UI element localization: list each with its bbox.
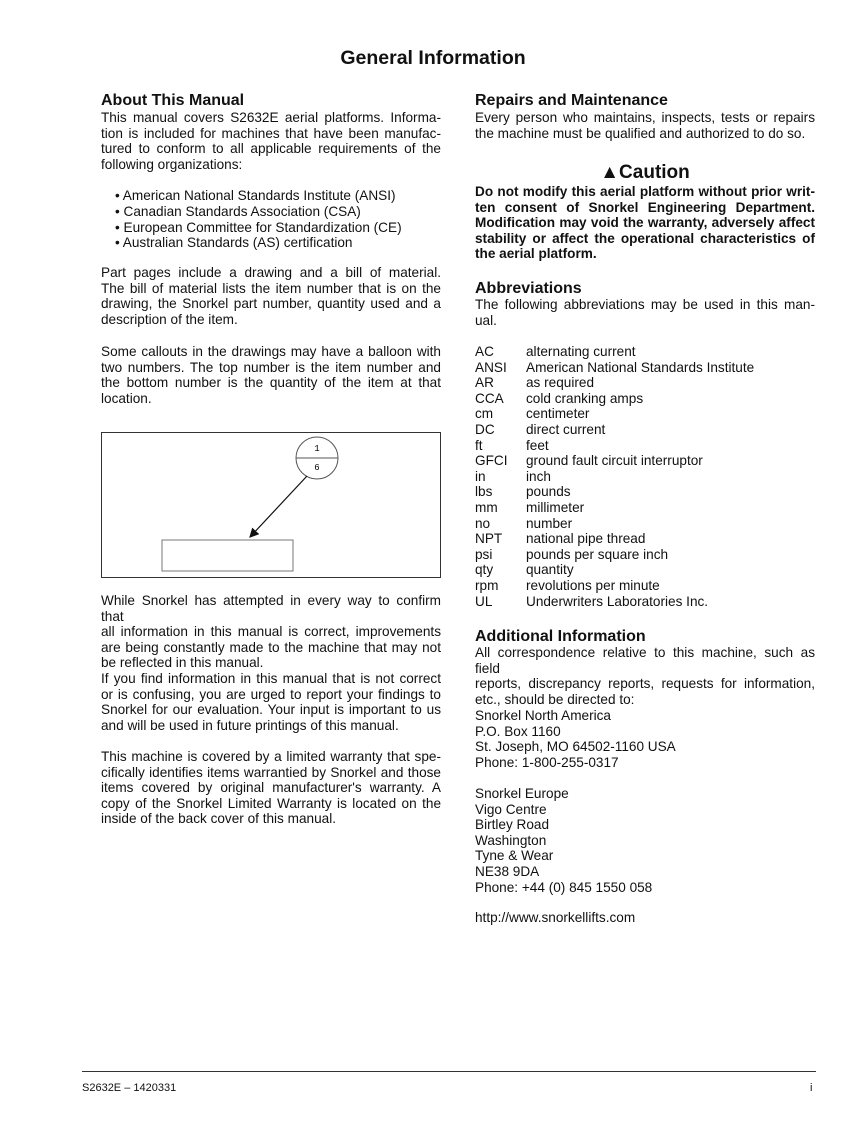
organization-item: • Canadian Standards Association (CSA) — [115, 204, 455, 220]
repairs-heading: Repairs and Maintenance — [475, 92, 668, 109]
abbreviation-row — [475, 547, 815, 563]
text-line: The bill of material lists the item number that is on the — [101, 280, 441, 296]
additional-heading: Additional Information — [475, 628, 646, 645]
abbreviation-row — [475, 391, 815, 407]
abbreviations-list — [475, 344, 815, 609]
disclaimer-paragraph — [101, 593, 441, 671]
abbreviation-row — [475, 344, 815, 360]
caution-body — [475, 184, 815, 262]
abbreviation-meaning: centimeter — [526, 406, 590, 422]
text-line: location. — [101, 390, 152, 406]
abbreviation: DC — [475, 421, 495, 437]
text-line: Phone: 1-800-255-0317 — [475, 754, 619, 770]
abbreviation-row — [475, 516, 815, 532]
north-america-address — [475, 708, 815, 770]
abbreviation-row — [475, 484, 815, 500]
text-line: All correspondence relative to this machine, such as field — [475, 645, 815, 676]
abbreviation: ft — [475, 437, 483, 453]
text-line: etc., should be directed to: — [475, 691, 635, 707]
text-line: description of the item. — [101, 311, 238, 327]
abbreviation: rpm — [475, 577, 499, 593]
footer-divider — [82, 1071, 816, 1072]
europe-address — [475, 786, 815, 895]
text-line: be reflected in this manual. — [101, 655, 264, 671]
text-line: ual. — [475, 312, 497, 328]
text-line: cifically identifies items warrantied by Snorkel and those — [101, 764, 441, 780]
abbreviation: ANSI — [475, 359, 507, 375]
abbreviation-meaning: as required — [526, 375, 595, 391]
organization-list — [101, 188, 455, 251]
repairs-body — [475, 110, 815, 141]
abbreviation-meaning: quantity — [526, 562, 574, 578]
text-line: reports, discrepancy reports, requests for information, — [475, 676, 815, 692]
text-line: Snorkel Europe — [475, 786, 569, 801]
text-line: all information in this manual is correct, improvements — [101, 624, 441, 640]
abbreviations-intro — [475, 297, 815, 328]
organization-item: • Australian Standards (AS) certification — [115, 235, 455, 251]
abbreviation-row — [475, 375, 815, 391]
organization-item: • American National Standards Institute (ANSI) — [115, 188, 455, 204]
text-line: Vigo Centre — [475, 801, 547, 817]
text-line: items covered by original manufacturer's warranty. A — [101, 780, 441, 796]
abbreviation: in — [475, 468, 486, 484]
abbreviation-meaning: revolutions per minute — [526, 577, 660, 593]
abbreviation-meaning: cold cranking amps — [526, 390, 644, 406]
text-line: and will be used in future printings of this manual. — [101, 717, 399, 733]
balloon-callout-figure — [101, 432, 441, 578]
abbreviation-meaning: number — [526, 515, 573, 531]
warning-triangle-icon: ▲ — [600, 162, 620, 183]
abbreviation: UL — [475, 593, 493, 609]
organization-item: • European Committee for Standardization (CE) — [115, 220, 455, 236]
abbreviation-meaning: direct current — [526, 421, 606, 437]
abbreviation: psi — [475, 546, 493, 562]
abbreviation-meaning: pounds per square inch — [526, 546, 669, 562]
text-line: While Snorkel has attempted in every way to confirm that — [101, 593, 441, 624]
text-line: ten consent of Snorkel Engineering Department. — [475, 199, 815, 215]
abbreviation-row — [475, 562, 815, 578]
abbreviation-meaning: Underwriters Laboratories Inc. — [526, 593, 709, 609]
abbreviation-row — [475, 500, 815, 516]
abbreviation-meaning: millimeter — [526, 499, 585, 515]
text-line: Washington — [475, 832, 547, 848]
callouts-paragraph — [101, 344, 441, 406]
abbreviation-row — [475, 469, 815, 485]
abbreviation-row — [475, 360, 815, 376]
footer-page-number: i — [810, 1082, 813, 1094]
part-placeholder — [162, 540, 293, 571]
text-line: Some callouts in the drawings may have a balloon with — [101, 344, 441, 359]
abbreviation-meaning: inch — [526, 468, 551, 484]
text-line: tured to conform to all applicable requirements of the — [101, 141, 441, 157]
text-line: The following abbreviations may be used in this man- — [475, 297, 815, 312]
text-line: the bottom number is the quantity of the item at that — [101, 375, 441, 391]
abbreviation-row — [475, 578, 815, 594]
footer-doc-id: S2632E – 1420331 — [82, 1082, 177, 1094]
text-line: the machine must be qualified and authorized to do so. — [475, 125, 806, 141]
text-line: P.O. Box 1160 — [475, 723, 561, 739]
abbreviation-row — [475, 531, 815, 547]
abbreviation-meaning: national pipe thread — [526, 531, 646, 547]
text-line: inside of the back cover of this manual. — [101, 811, 336, 827]
text-line: Birtley Road — [475, 817, 550, 833]
abbreviation-meaning: alternating current — [526, 344, 636, 359]
text-line: Snorkel for our evaluation. Your input is important to us — [101, 702, 441, 718]
about-intro — [101, 110, 441, 172]
text-line: the aerial platform. — [475, 246, 597, 262]
abbreviation-row — [475, 438, 815, 454]
abbreviation-meaning: ground fault circuit interruptor — [526, 453, 703, 469]
about-heading: About This Manual — [101, 92, 245, 109]
abbreviation: CCA — [475, 390, 504, 406]
text-line: Do not modify this aerial platform without prior writ- — [475, 184, 815, 199]
text-line: NE38 9DA — [475, 863, 540, 879]
abbreviation-row — [475, 406, 815, 422]
abbreviation: NPT — [475, 531, 503, 547]
abbreviation: mm — [475, 499, 498, 515]
text-line: Modification may void the warranty, adversely affect — [475, 215, 815, 231]
text-line: following organizations: — [101, 156, 243, 172]
leader-arrow — [250, 476, 307, 537]
text-line: St. Joseph, MO 64502-1160 USA — [475, 739, 676, 755]
abbreviation-row — [475, 594, 815, 610]
part-pages-paragraph — [101, 265, 441, 327]
abbreviation: qty — [475, 562, 494, 578]
text-line: tion is included for machines that have been manufac- — [101, 125, 441, 141]
balloon-quantity: 6 — [314, 463, 320, 473]
abbreviation: lbs — [475, 484, 493, 500]
text-line: If you find information in this manual that is not correct — [101, 671, 441, 686]
abbreviation-row — [475, 422, 815, 438]
abbreviations-heading: Abbreviations — [475, 280, 582, 297]
abbreviation-row — [475, 453, 815, 469]
text-line: This machine is covered by a limited warranty that spe- — [101, 749, 441, 764]
abbreviation-meaning: feet — [526, 437, 549, 453]
text-line: Phone: +44 (0) 845 1550 058 — [475, 879, 653, 895]
text-line: drawing, the Snorkel part number, quantity used and a — [101, 296, 441, 312]
abbreviation: AC — [475, 344, 494, 359]
abbreviation-meaning: pounds — [526, 484, 571, 500]
text-line: This manual covers S2632E aerial platforms. Informa- — [101, 110, 441, 125]
abbreviation: no — [475, 515, 491, 531]
text-line: stability or affect the operational characteristics of — [475, 230, 815, 246]
caution-title: ▲Caution — [600, 162, 690, 183]
abbreviation: GFCI — [475, 453, 508, 469]
text-line: copy of the Snorkel Limited Warranty is located on the — [101, 795, 441, 811]
text-line: Tyne & Wear — [475, 848, 554, 864]
abbreviation: AR — [475, 375, 494, 391]
text-line: are being constantly made to the machine that may not — [101, 639, 441, 655]
report-paragraph — [101, 671, 441, 733]
abbreviation: cm — [475, 406, 494, 422]
warranty-paragraph — [101, 749, 441, 827]
abbreviation-meaning: American National Standards Institute — [526, 359, 755, 375]
text-line: Part pages include a drawing and a bill of material. — [101, 265, 441, 280]
website-link[interactable]: http://www.snorkellifts.com — [475, 910, 636, 925]
balloon-item-number: 1 — [314, 444, 320, 454]
text-line: Every person who maintains, inspects, tests or repairs — [475, 110, 815, 125]
text-line: or is confusing, you are urged to report your findings to — [101, 686, 441, 702]
text-line: two numbers. The top number is the item number and — [101, 359, 441, 375]
text-line: Snorkel North America — [475, 708, 611, 723]
additional-body — [475, 645, 815, 707]
page-title: General Information — [340, 47, 526, 69]
